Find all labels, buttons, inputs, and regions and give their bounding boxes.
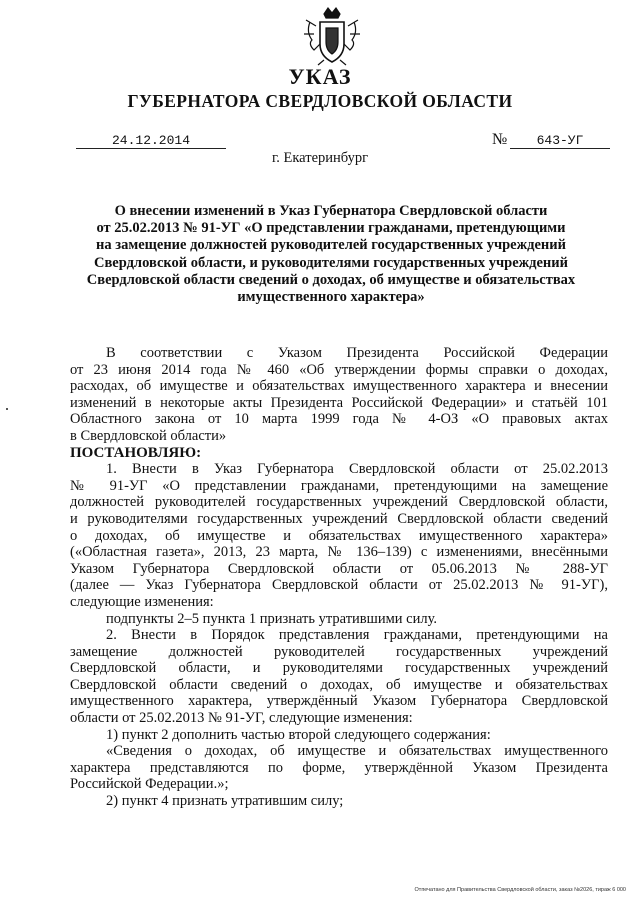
heading-line: О внесении изменений в Указ Губернатора Свердловской области <box>114 203 548 219</box>
document-body <box>70 345 608 810</box>
body-line: о доходах, об имуществе и обязательствах имущественного характера» <box>70 527 608 544</box>
number-sign: № <box>492 131 508 148</box>
body-line: («Областная газета», 2013, 23 марта, № 136–139) с изменениями, внесёнными <box>70 544 608 561</box>
city: г. Екатеринбург <box>271 150 369 166</box>
body-line: В соответствии с Указом Президента Российской Федерации <box>106 345 608 361</box>
body-line: характера представляются по форме, утверждённой Указом Президента <box>70 759 608 776</box>
body-line: Свердловской области, и руководителями государственных учреждений <box>70 660 608 677</box>
body-line: 1) пункт 2 дополнить частью второй следующего содержания: <box>106 726 491 743</box>
coat-of-arms-emblem <box>302 4 362 66</box>
body-line: от 23 июня 2014 года № 460 «Об утверждении формы справки о доходах, <box>70 361 608 378</box>
body-line: подпункты 2–5 пункта 1 признать утратившими силу. <box>106 610 437 627</box>
body-line: Указом Губернатора Свердловской области от 05.06.2013 № 288-УГ <box>70 560 608 577</box>
heading-line: имущественного характера» <box>237 289 425 306</box>
body-line: 1. Внести в Указ Губернатора Свердловской области от 25.02.2013 <box>106 461 608 478</box>
document-date: 24.12.2014 <box>76 133 226 149</box>
heading-line: Свердловской области сведений о доходах, об имуществе и обязательствах <box>86 271 576 288</box>
body-line: должностей руководителей государственных учреждений Свердловской области, <box>70 494 608 511</box>
body-line: 2. Внести в Порядок представления гражданами, претендующими на <box>106 627 608 644</box>
body-line: (далее — Указ Губернатора Свердловской области от 25.02.2013 № 91-УГ), <box>70 577 608 594</box>
body-line: Областного закона от 10 марта 1999 года № 4-ОЗ «О правовых актах <box>70 411 608 428</box>
document-number: 643-УГ <box>510 133 610 149</box>
document-heading <box>62 203 600 306</box>
body-line: замещение должностей руководителей государственных учреждений <box>70 643 608 660</box>
body-line: и руководителями государственных учреждений Свердловской области сведений <box>70 510 608 527</box>
document-type-title: УКАЗ <box>288 64 352 89</box>
heading-line: Свердловской области, и руководителями государственных учреждений <box>93 254 568 271</box>
body-line: изменений в некоторые акты Президента Российской Федерации» и статьёй 101 <box>70 394 608 411</box>
body-line: имущественного характера, утверждённый Указом Губернатора Свердловской <box>70 693 608 710</box>
body-line: расходах, об имуществе и обязательствах имущественного характера и внесении <box>70 378 608 395</box>
heading-line: на замещение должностей руководителей государственных учреждений <box>96 237 566 254</box>
body-line: следующие изменения: <box>70 593 214 610</box>
body-line: 2) пункт 4 признать утратившим силу; <box>106 793 344 810</box>
body-line: «Сведения о доходах, об имуществе и обязательствах имущественного <box>106 743 608 760</box>
scan-speck <box>6 408 8 410</box>
decree-keyword: ПОСТАНОВЛЯЮ: <box>70 444 202 461</box>
print-footer: Отпечатано для Правительства Свердловской области, заказ №2026, тираж 6 000 <box>414 887 626 893</box>
body-line: Свердловской области сведений о доходах, об имуществе и обязательствах <box>70 676 608 693</box>
heading-line: от 25.02.2013 № 91-УГ «О представлении гражданами, претендующими <box>96 220 566 237</box>
issuer-title: ГУБЕРНАТОРА СВЕРДЛОВСКОЙ ОБЛАСТИ <box>127 91 513 111</box>
body-line: № 91-УГ «О представлении гражданами, претендующими на замещение <box>70 477 608 494</box>
body-line: Российской Федерации.»; <box>70 776 229 793</box>
body-line: в Свердловской области» <box>70 427 227 444</box>
body-line: области от 25.02.2013 № 91-УГ, следующие изменения: <box>70 710 413 727</box>
